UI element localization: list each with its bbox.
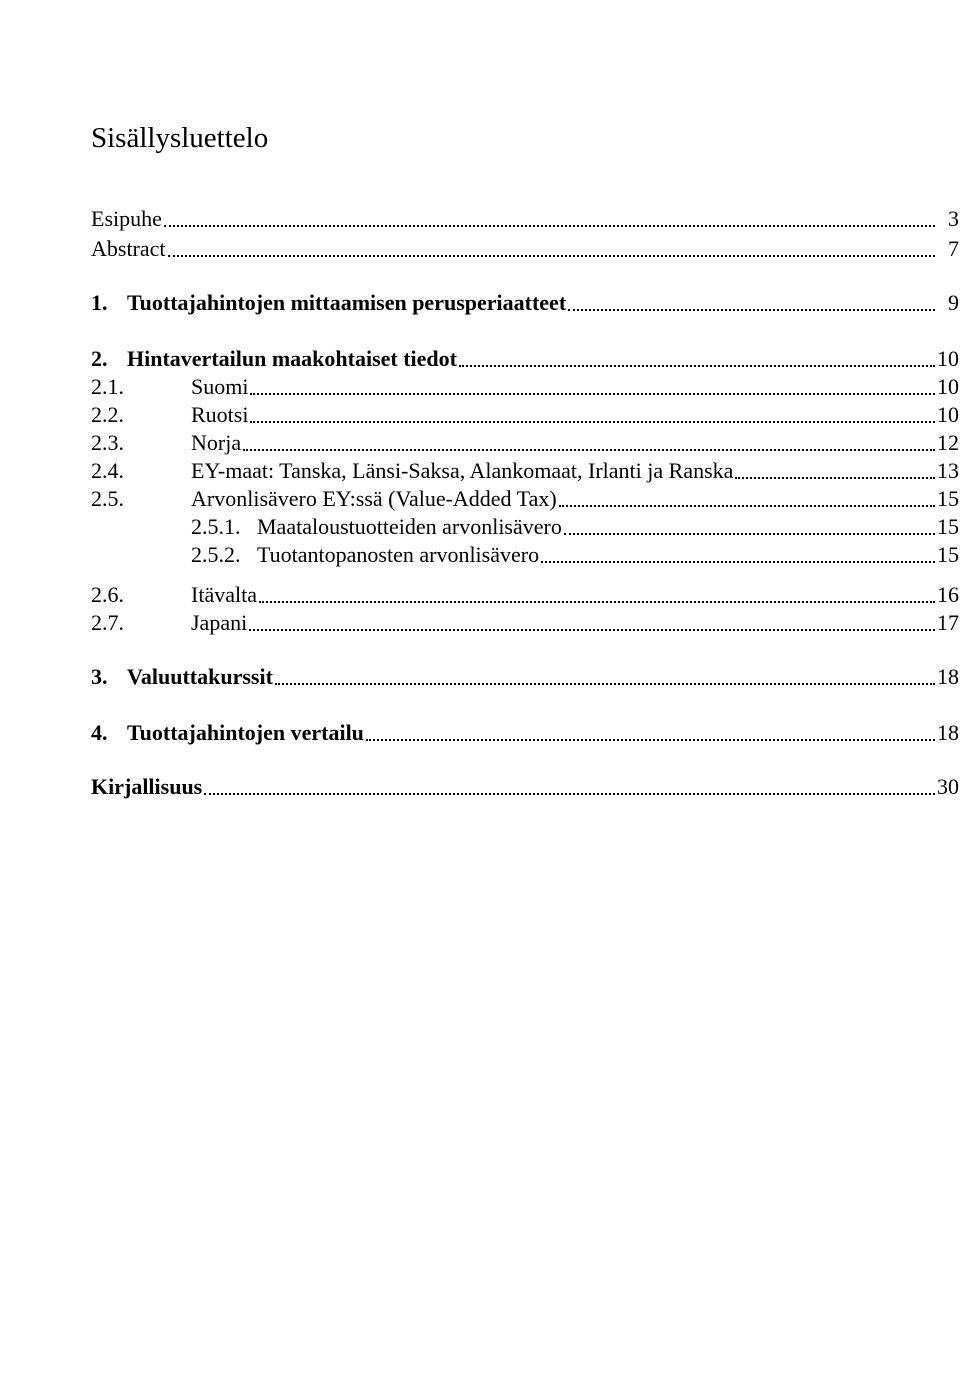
dot-leader (541, 561, 935, 563)
toc-entry-text: Norja (191, 430, 242, 455)
toc-page-number: 15 (937, 486, 959, 511)
toc-entry-number: 2.3. (91, 430, 124, 455)
toc-page-number: 30 (937, 774, 959, 799)
toc-entry-abstract (91, 234, 959, 264)
toc-entry-number: 3. (91, 664, 108, 689)
toc-entry-number: 2. (91, 346, 108, 371)
toc-entry-text: Tuotantopanosten arvonlisävero (257, 542, 540, 567)
dot-leader (564, 533, 935, 535)
toc-entry-number: 4. (91, 720, 108, 745)
toc-page-number: 7 (948, 236, 959, 261)
toc-entry-kirjallisuus (91, 772, 959, 802)
dot-leader (243, 449, 935, 451)
toc-entry-section-2-3 (91, 428, 959, 458)
toc-entry-text: Japani (191, 610, 248, 635)
dot-leader (735, 477, 935, 479)
toc-entry-number: 2.5.2. (191, 542, 241, 567)
toc-entry-text: Esipuhe (91, 206, 162, 231)
dot-leader (559, 505, 935, 507)
toc-entry-chapter-3 (91, 662, 959, 692)
toc-entry-text: Itävalta (191, 582, 257, 607)
toc-entry-chapter-2 (91, 344, 959, 374)
toc-entry-text: Maataloustuotteiden arvonlisävero (257, 514, 562, 539)
toc-page-number: 13 (937, 458, 959, 483)
dot-leader (250, 393, 935, 395)
toc-entry-text: Tuottajahintojen mittaamisen perusperiaatteet (127, 290, 567, 315)
dot-leader (259, 601, 935, 603)
toc-page-number: 15 (937, 514, 959, 539)
toc-page-number: 12 (937, 430, 959, 455)
toc-page-number: 18 (937, 720, 959, 745)
toc-entry-chapter-1 (91, 288, 959, 318)
dot-leader (164, 225, 935, 227)
toc-entry-number: 2.5.1. (191, 514, 241, 539)
toc-entry-text: Hintavertailun maakohtaiset tiedot (127, 346, 457, 371)
dot-leader (459, 365, 935, 367)
toc-page-number: 18 (937, 664, 959, 689)
toc-entry-section-2-7 (91, 608, 959, 638)
toc-page-number: 16 (937, 582, 959, 607)
toc-entry-text: Abstract (91, 236, 166, 261)
dot-leader (275, 683, 935, 685)
toc-entry-text: Ruotsi (191, 402, 249, 427)
toc-entry-text: Kirjallisuus (91, 774, 203, 799)
toc-entry-section-2-4 (91, 456, 959, 486)
page-title: Sisällysluettelo (91, 122, 269, 154)
toc-entry-number: 2.2. (91, 402, 124, 427)
toc-page-number: 10 (937, 402, 959, 427)
toc-entry-number: 2.5. (91, 486, 124, 511)
toc-entry-number: 2.7. (91, 610, 124, 635)
dot-leader (366, 739, 935, 741)
toc-entry-subsection-2-5-1 (191, 512, 959, 542)
toc-entry-section-2-5 (91, 484, 959, 514)
toc-page-number: 3 (948, 206, 959, 231)
dot-leader (250, 421, 935, 423)
toc-page-number: 15 (937, 542, 959, 567)
toc-entry-number: 1. (91, 290, 108, 315)
toc-entry-text: Arvonlisävero EY:ssä (Value-Added Tax) (191, 486, 557, 511)
toc-entry-number: 2.1. (91, 374, 124, 399)
dot-leader (568, 309, 935, 311)
toc-entry-number: 2.4. (91, 458, 124, 483)
toc-entry-section-2-1 (91, 372, 959, 402)
dot-leader (168, 255, 935, 257)
toc-entry-number: 2.6. (91, 582, 124, 607)
toc-entry-section-2-2 (91, 400, 959, 430)
toc-page-number: 10 (937, 374, 959, 399)
toc-entry-text: Suomi (191, 374, 249, 399)
toc-page-number: 17 (937, 610, 959, 635)
toc-entry-section-2-6 (91, 580, 959, 610)
dot-leader (249, 629, 935, 631)
toc-entry-text: EY-maat: Tanska, Länsi-Saksa, Alankomaat, Irlanti ja Ranska (191, 458, 734, 483)
toc-entry-text: Tuottajahintojen vertailu (127, 720, 364, 745)
toc-page-number: 10 (937, 346, 959, 371)
toc-entry-chapter-4 (91, 718, 959, 748)
dot-leader (204, 793, 935, 795)
toc-entry-subsection-2-5-2 (191, 540, 959, 570)
toc-page-number: 9 (948, 290, 959, 315)
toc-entry-text: Valuuttakurssit (127, 664, 273, 689)
toc-entry-esipuhe (91, 204, 959, 234)
